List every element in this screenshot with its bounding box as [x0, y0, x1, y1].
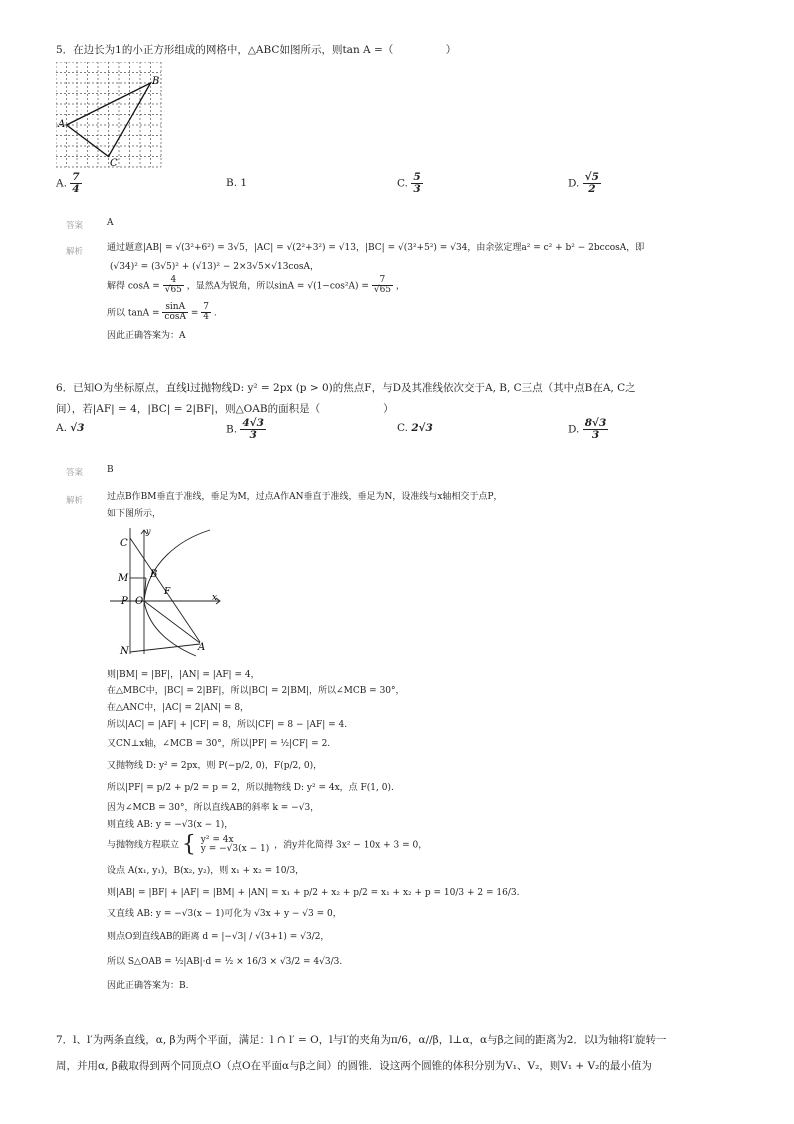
label-a: A: [198, 642, 206, 653]
q6-line2-0: 设点 A(x₁, y₁)，B(x₂, y₂)，则 x₁ + x₂ = 10/3，: [107, 866, 305, 876]
q6-option-d[interactable]: D. $\frac{8√3}{3}$: [568, 417, 607, 442]
q6-answer-tag: 答案: [66, 468, 84, 478]
q6-line-8: 则直线 AB: y = −√3(x − 1)，: [107, 820, 234, 830]
q6-sol-line1: 过点B作BM垂直于准线，垂足为M，过点A作AN垂直于准线，垂足为N，设准线与x轴相交于点P，: [107, 492, 503, 502]
q6-line-4: 又CN⊥x轴，∠MCB = 30°，所以|PF| = ½|CF| = 2.: [107, 739, 331, 749]
label-b: B: [150, 569, 158, 580]
q5-sol-line1: 通过题意|AB| = √(3²+6²) = 3√5，|AC| = √(2²+3²) = √13，|BC| = √(3²+5²) = √34，由余弦定理a² = c² + b² − 2bccosA，即: [107, 243, 645, 253]
q6-system-line: 与抛物线方程联立 { y² = 4x y = −√3(x − 1) ，消y并化简得 3x² − 10x + 3 = 0，: [107, 832, 428, 857]
q6-line-1: 在△MBC中，|BC| = 2|BF|，所以|BC| = 2|BM|，所以∠MCB = 30°，: [107, 686, 405, 696]
label-m: M: [118, 573, 129, 584]
q5-option-c[interactable]: C. $\frac{5}{3}$: [397, 171, 421, 196]
q6-line-0: 则|BM| = |BF|，|AN| = |AF| = 4，: [107, 670, 260, 680]
q5-sol-line3: 解得 cosA = $\frac{4}{√65}$ ，显然A为锐角，所以sinA = √(1−cos²A) = $\frac{7}{√65}$ ，: [107, 275, 405, 296]
q6-option-b[interactable]: B. $\frac{4√3}{3}$: [226, 417, 264, 442]
q6-line-2: 在△ANC中，|AC| = 2|AN| = 8，: [107, 703, 250, 713]
label-b: B: [152, 76, 160, 87]
q5-option-d[interactable]: D. $\frac{√5}{2}$: [568, 171, 599, 196]
label-x: x: [212, 593, 218, 603]
q5-option-b[interactable]: B. 1: [226, 177, 248, 189]
q6-option-a[interactable]: A. √3: [56, 422, 85, 434]
q6-line-7: 因为∠MCB = 30°，所以直线AB的斜率 k = −√3，: [107, 803, 320, 813]
label-y: y: [146, 527, 151, 536]
q6-line-6: 所以|PF| = p/2 + p/2 = p = 2，所以抛物线 D: y² = 4x，点 F(1, 0).: [107, 783, 394, 793]
q6-line2-2: 又直线 AB: y = −√3(x − 1)可化为 √3x + y − √3 = 0，: [107, 909, 342, 919]
q6-answer: B: [107, 465, 114, 475]
q5-answer: A: [107, 218, 114, 228]
q6-line-3: 所以|AC| = |AF| + |CF| = 8，所以|CF| = 8 − |AF| = 4.: [107, 720, 348, 730]
q5-stem: 5．在边长为1的小正方形组成的网格中，△ABC如图所示，则tan A =（ ）: [56, 44, 457, 56]
q6-line2-5: 因此正确答案为：B.: [107, 981, 189, 991]
q6-stem-line2: 间），若|AF| = 4，|BC| = 2|BF|，则△OAB的面积是（ ）: [56, 403, 394, 415]
q6-line2-3: 则点O到直线AB的距离 d = |−√3| / √(3+1) = √3/2，: [107, 932, 330, 942]
label-o: O: [135, 596, 144, 607]
label-f: F: [164, 587, 171, 597]
label-c: C: [110, 158, 118, 169]
label-n: N: [120, 646, 129, 657]
label-a: A: [58, 119, 66, 130]
q7-line1: 7．l、l′为两条直线，α, β为两个平面，满足：l ∩ l′ = O，l与l′的夹角为π/6，α//β，l⊥α，α与β之间的距离为2．以l为轴将l′旋转一: [56, 1034, 667, 1046]
q5-sol-line5: 因此正确答案为：A: [107, 331, 186, 341]
q5-grid-figure: [56, 62, 164, 170]
q6-analysis-tag: 解析: [66, 496, 84, 506]
q6-line2-4: 所以 S△OAB = ½|AB|·d = ½ × 16/3 × √3/2 = 4√3/3.: [107, 957, 343, 967]
q5-sol-line4: 所以 tanA = $\frac{\sin A}{\cos A}$ = $\frac{7}{4}$ .: [107, 302, 217, 323]
q6-sol-line2: 如下图所示，: [107, 509, 162, 519]
q5-sol-line2: (√34)² = (3√5)² + (√13)² − 2×3√5×√13cosA，: [110, 262, 319, 272]
q7-line2: 周，并用α, β截取得到两个同顶点O（点O在平面α与β之间）的圆锥．设这两个圆锥的体积分别为V₁、V₂，则V₁ + V₂的最小值为: [56, 1060, 652, 1072]
q5-option-a[interactable]: A. $\frac{7}{4}$: [56, 171, 80, 196]
label-p: P: [121, 596, 128, 607]
q6-option-c[interactable]: C. 2√3: [397, 422, 433, 434]
q6-line-5: 又抛物线 D: y² = 2px，则 P(−p/2, 0)，F(p/2, 0)，: [107, 761, 323, 771]
q6-stem-line1: 6．已知O为坐标原点，直线l过抛物线D: y² = 2px (p > 0)的焦点F，与D及其准线依次交于A, B, C三点（其中点B在A, C之: [56, 382, 636, 394]
label-c: C: [120, 538, 128, 549]
q5-answer-tag: 答案: [66, 221, 84, 231]
q5-analysis-tag: 解析: [66, 247, 84, 257]
parabola-figure: [108, 526, 232, 662]
q6-line2-1: 则|AB| = |BF| + |AF| = |BM| + |AN| = x₁ + p/2 + x₂ + p/2 = x₁ + x₂ + p = 10/3 + 2 = 16/3.: [107, 888, 520, 898]
